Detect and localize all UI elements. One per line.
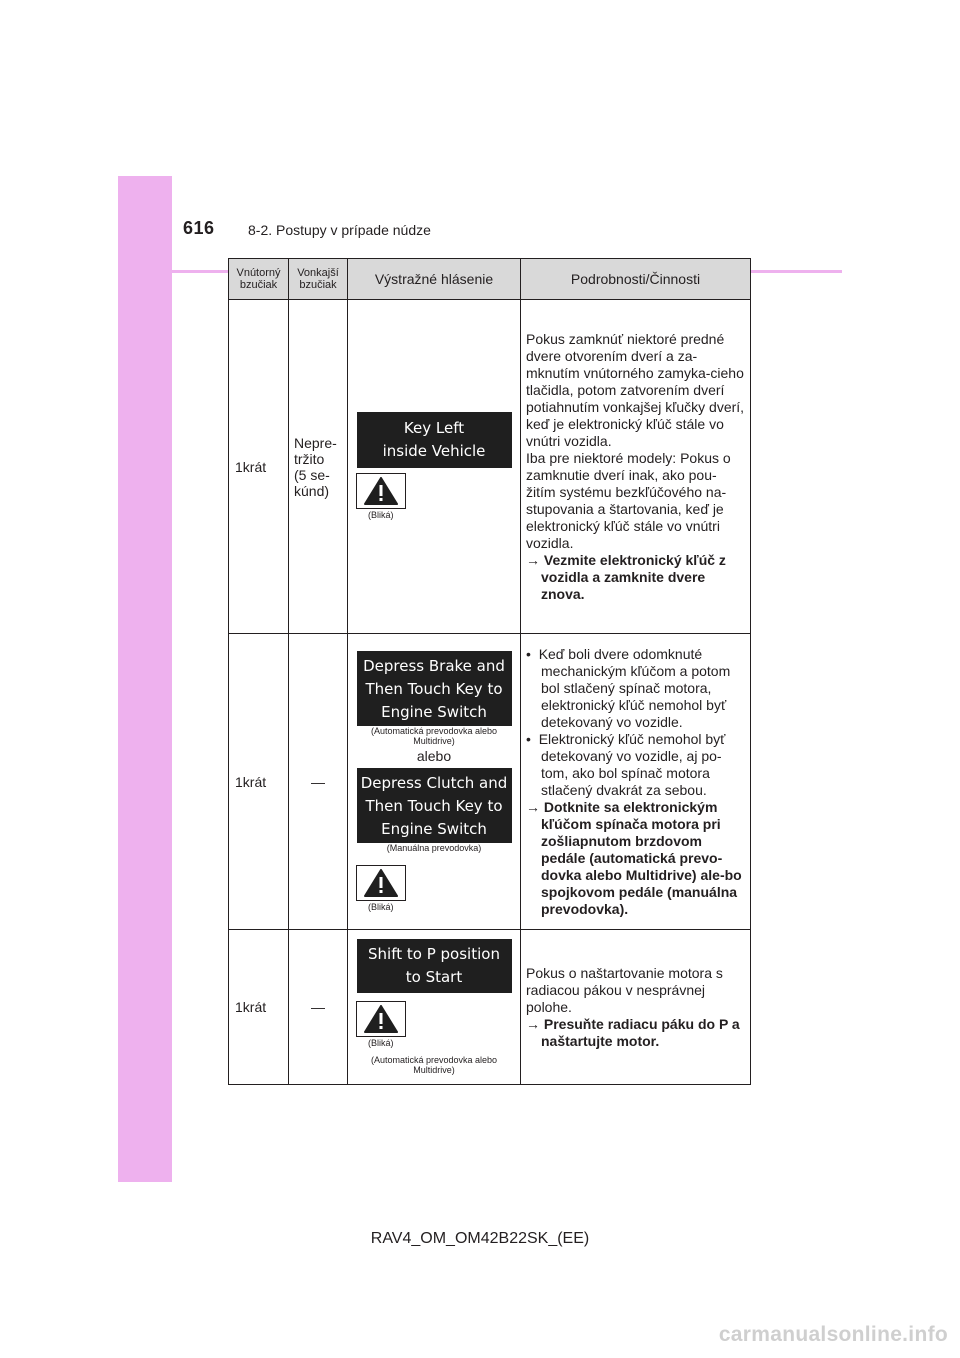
caption-manual: (Manuálna prevodovka) [386, 842, 482, 853]
display-message-key-left: Key Left inside Vehicle [357, 412, 512, 468]
external-buzzer-text: Nepre- tržito (5 se- kúnd) [294, 434, 337, 499]
arrow-icon: → [526, 798, 540, 815]
header-warning-message: Výstražné hlásenie [348, 259, 521, 300]
section-title: 8-2. Postupy v prípade núdze [248, 222, 431, 238]
blink-caption: (Bliká) [368, 510, 394, 520]
warning-indicator [348, 1001, 520, 1049]
or-text: alebo [416, 747, 452, 764]
table-row [229, 930, 751, 1085]
bullet-text: Elektronický kľúč nemohol byť detekovaný vo vozidle, aj po-tom, ako bol spínač motora stlačený dvakrát za sebou. [538, 730, 726, 798]
warning-indicator [348, 473, 520, 521]
action-text: Vezmite elektronický kľúč z vozidla a zamknite dvere znova. [541, 551, 726, 602]
display-message-depress-brake: Depress Brake and Then Touch Key to Engine Switch [357, 651, 512, 726]
warning-triangle-icon [356, 473, 406, 509]
arrow-icon: → [526, 551, 540, 568]
page-number: 616 [183, 218, 215, 238]
warning-indicator [348, 865, 520, 913]
details-cell [521, 930, 751, 1085]
header-internal-buzzer: Vnútorný bzučiak [229, 259, 289, 300]
display-message-depress-clutch: Depress Clutch and Then Touch Key to Engine Switch [357, 768, 512, 843]
internal-buzzer-cell: 1krát [229, 930, 289, 1085]
action-text: Dotknite sa elektronickým kľúčom spínača motora pri zošliapnutom brzdovom pedále (automatická prevo-dovka alebo Multidrive) ale-bo spojkovom pedále (manuálna prevodovka). [541, 798, 742, 917]
details-cell [521, 634, 751, 930]
action-instruction [526, 1016, 746, 1050]
arrow-icon: → [526, 1015, 540, 1032]
warning-message-cell [348, 300, 521, 634]
bullet-icon: • [526, 645, 531, 662]
caption-automatic: (Automatická prevodovka alebo Multidrive) [370, 725, 498, 746]
details-bullet [526, 731, 746, 799]
warning-triangle-icon [356, 1001, 406, 1037]
header-external-buzzer: Vonkajší bzučiak [289, 259, 348, 300]
warning-message-cell [348, 930, 521, 1085]
external-buzzer-cell [289, 300, 348, 634]
action-text: Presuňte radiacu páku do P a naštartujte motor. [541, 1015, 740, 1049]
details-text: Pokus o naštartovanie motora s radiacou pákou v nesprávnej polohe. [526, 964, 723, 1015]
details-text: Pokus zamknúť niektoré predné dvere otvorením dverí a za-mknutím vnútorného zamyka-cieho tlačidla, potom zatvorením dverí potiahnutím vonkajšej kľučky dverí, keď je elektronický kľúč stále vo vnútri vozidla. Iba pre niektoré modely: Pokus o zamknutie dverí inak, ako pou-žitím systému bezkľúčového na-stupovania a štartovania, keď je elektronický kľúč stále vo vnútri vozidla. [526, 330, 745, 551]
table-row [229, 300, 751, 634]
details-bullet [526, 646, 746, 731]
chapter-sidebar-tab [118, 176, 172, 1182]
bullet-icon: • [526, 730, 531, 747]
table-header-row [229, 259, 751, 300]
action-instruction [526, 552, 746, 603]
external-buzzer-cell: — [289, 930, 348, 1085]
internal-buzzer-cell: 1krát [229, 300, 289, 634]
table-row [229, 634, 751, 930]
header-details: Podrobnosti/Činnosti [521, 259, 751, 300]
caption-automatic: (Automatická prevodovka alebo Multidrive) [370, 1055, 498, 1075]
details-cell [521, 300, 751, 634]
blink-caption: (Bliká) [368, 901, 394, 912]
external-buzzer-cell: — [289, 634, 348, 930]
warning-message-cell [348, 634, 521, 930]
document-footer: RAV4_OM_OM42B22SK_(EE) [370, 1230, 590, 1247]
watermark: carmanualsonline.info [718, 1323, 948, 1346]
bullet-text: Keď boli dvere odomknuté mechanickým kľúčom a potom bol stlačený spínač motora, elektronický kľúč nemohol byť detekovaný vo vozidle. [538, 645, 731, 730]
blink-caption: (Bliká) [368, 1038, 394, 1048]
internal-buzzer-cell: 1krát [229, 634, 289, 930]
action-instruction [526, 799, 746, 918]
warning-buzzer-table [228, 258, 751, 1085]
warning-triangle-icon [356, 865, 406, 901]
display-message-shift-to-p: Shift to P position to Start [357, 939, 512, 993]
